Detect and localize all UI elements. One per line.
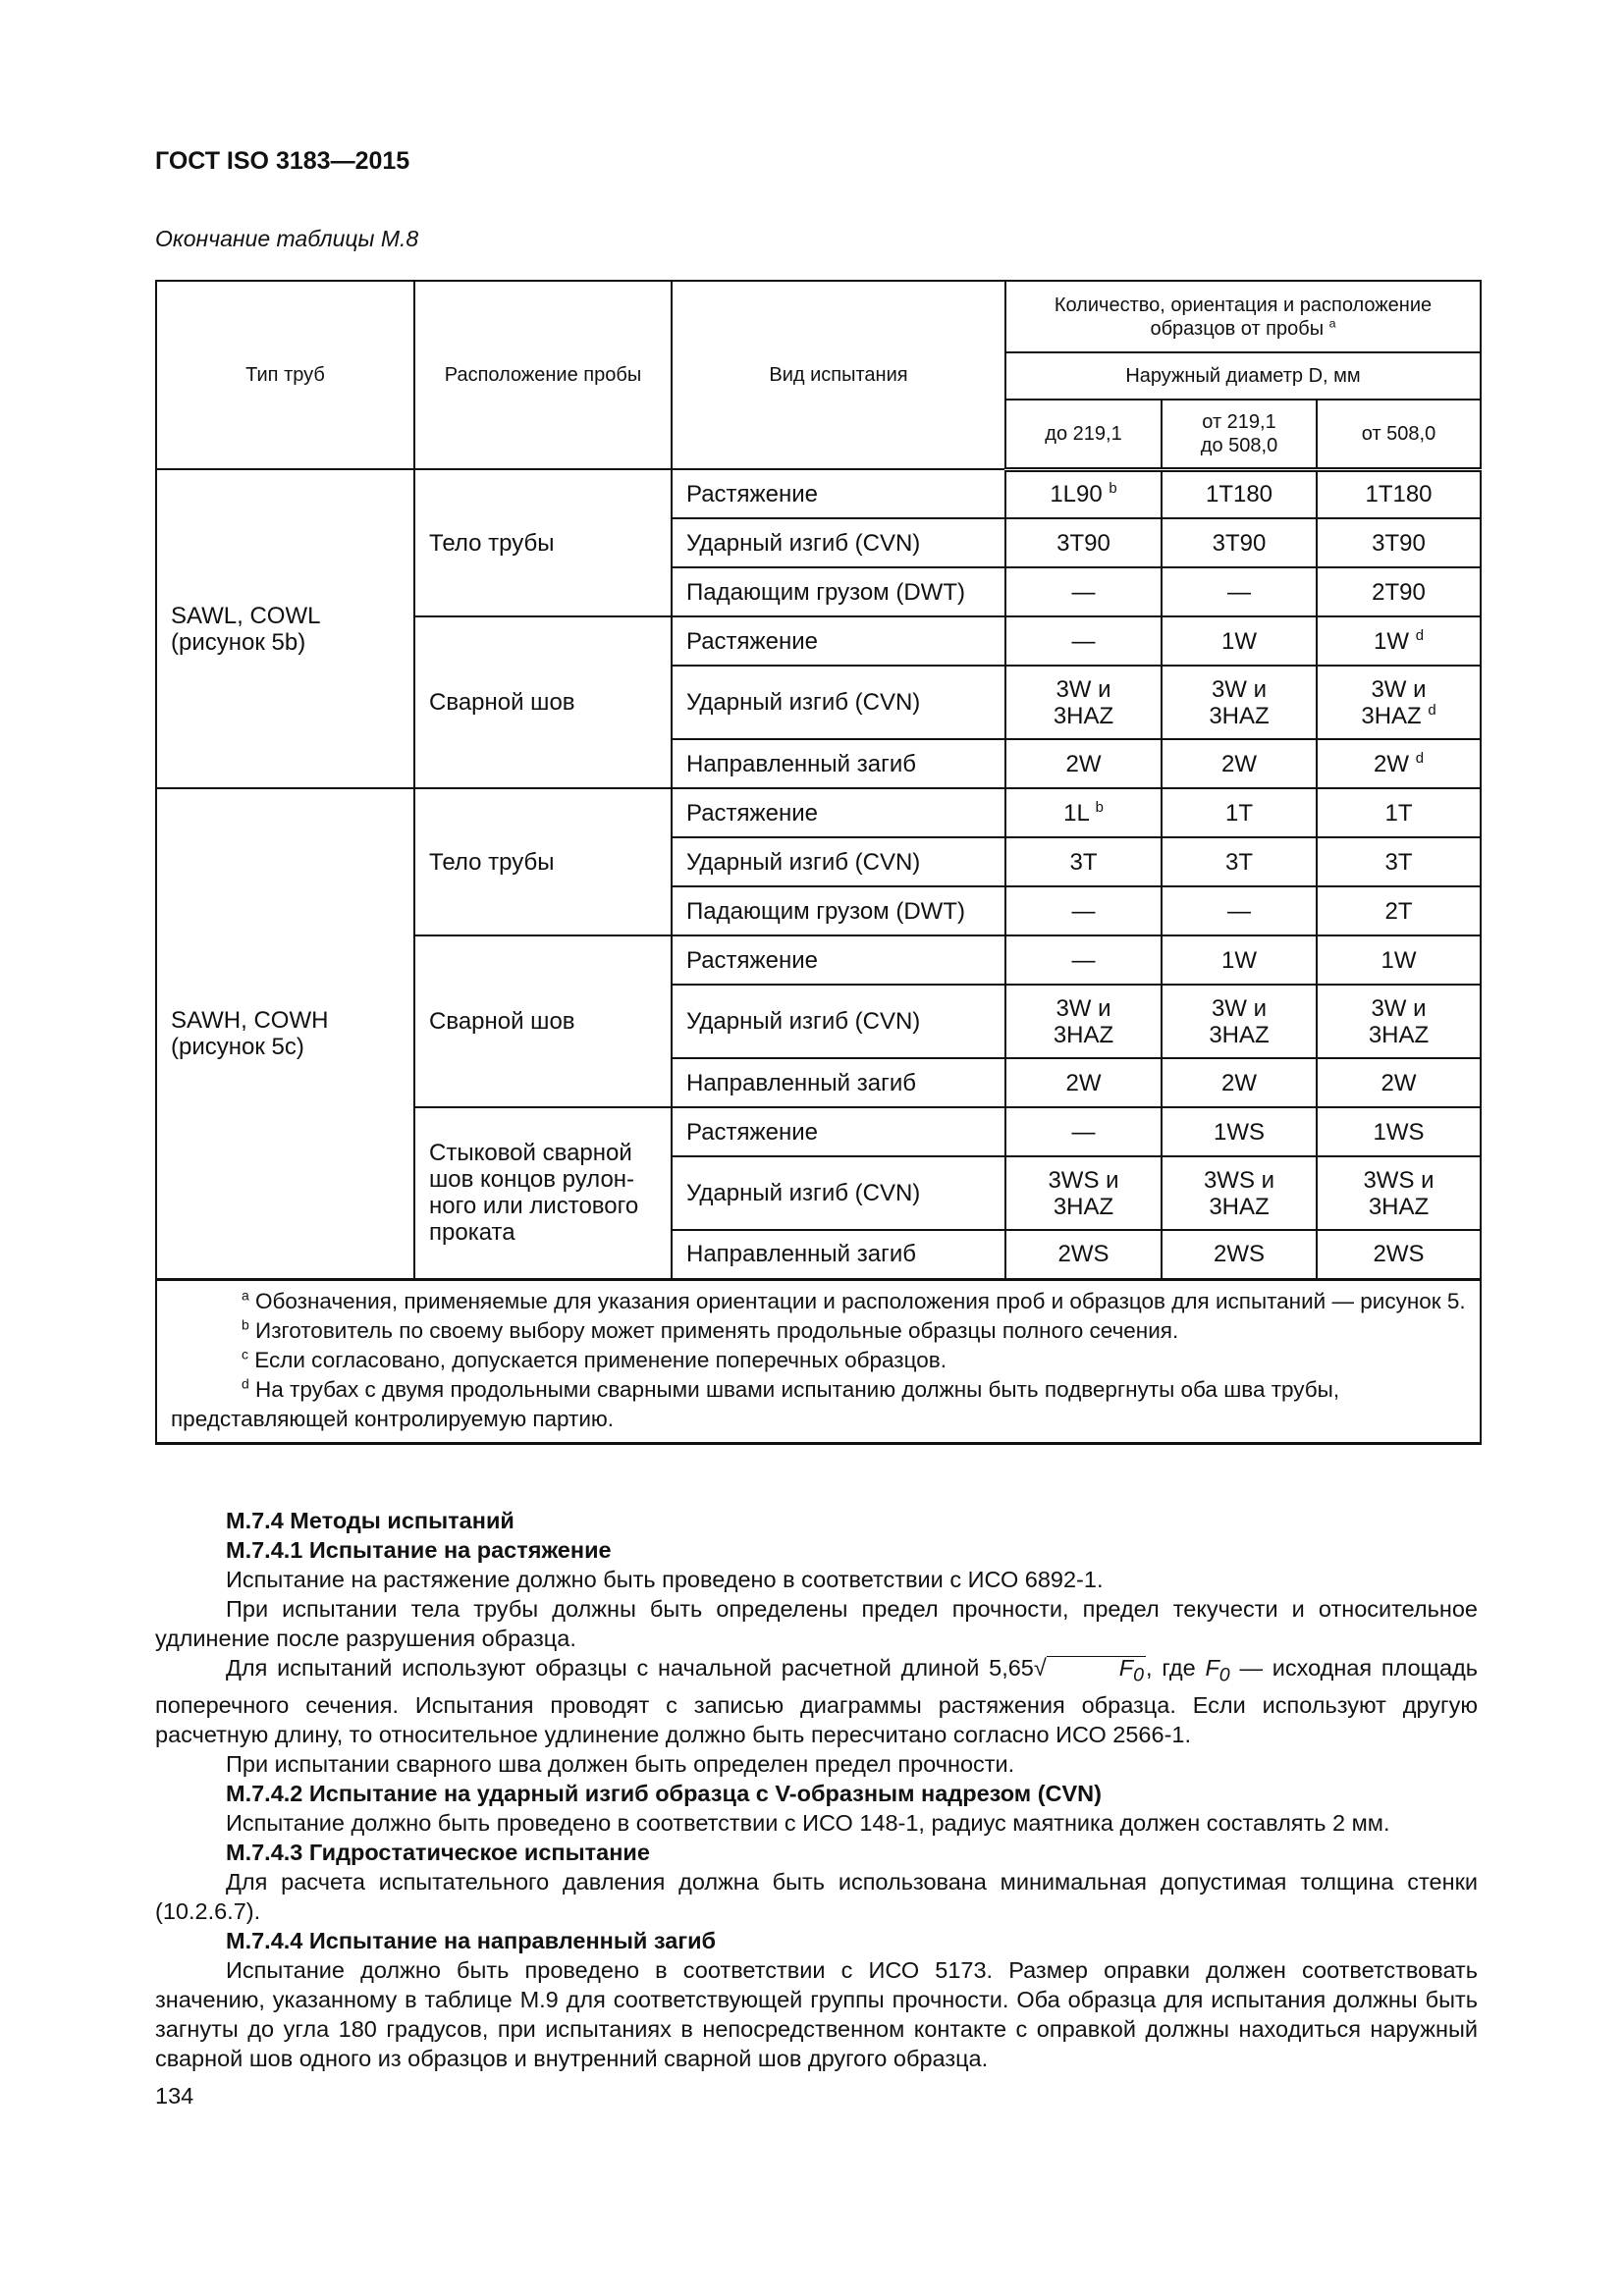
test-type-cell: Ударный изгиб (CVN) bbox=[672, 1156, 1005, 1230]
footnote-text: Если согласовано, допускается применение поперечных образцов. bbox=[254, 1347, 947, 1372]
specimen-value: 1WS bbox=[1213, 1118, 1265, 1146]
formula-radicand bbox=[1047, 1656, 1146, 1686]
specimen-value: 1T180 bbox=[1205, 481, 1273, 508]
specimen-cell bbox=[1317, 739, 1481, 788]
footnote-mark: a bbox=[1328, 316, 1336, 331]
specimen-cell bbox=[1317, 469, 1481, 518]
footnote-text: Обозначения, применяемые для указания ориентации и расположения проб и образцов для испытаний — рисунок 5. bbox=[255, 1288, 1466, 1313]
paragraph: Испытание должно быть проведено в соответствии с ИСО 5173. Размер оправки должен соответствовать значению, указанному в таблице М.9 для соответствующей группы прочности. Оба образца для испытания должны быть загнуты до угла 180 градусов, при испытаниях в непосредственном контакте с оправкой должны находиться наружный сварной шов одного из образцов и внутренний сварной шов другого образца. bbox=[155, 1956, 1478, 2071]
paragraph: Для расчета испытательного давления должна быть использована минимальная допустимая толщина стенки (10.2.6.7). bbox=[155, 1868, 1478, 1924]
specimen-cell bbox=[1317, 1107, 1481, 1156]
specimen-cell bbox=[1005, 886, 1162, 935]
specimen-cell bbox=[1317, 1156, 1481, 1230]
test-type-cell: Растяжение bbox=[672, 469, 1005, 518]
paragraph-text: Для испытаний используют образцы с начальной расчетной длиной bbox=[226, 1655, 980, 1681]
footnote-mark: a bbox=[242, 1287, 249, 1304]
location-cell: Тело трубы bbox=[414, 469, 672, 616]
specimen-value: 2W bbox=[1065, 1069, 1102, 1096]
pipe-type-cell: SAWL, COWL (рисунок 5b) bbox=[156, 469, 414, 788]
header-test-type: Вид испытания bbox=[672, 281, 1005, 469]
specimen-value: 3WS и 3HAZ bbox=[1048, 1166, 1119, 1220]
specimen-value: 1W bbox=[1221, 627, 1257, 655]
specimen-cell bbox=[1162, 1058, 1317, 1107]
specimen-value: 2T bbox=[1384, 897, 1413, 925]
specimen-cell bbox=[1317, 886, 1481, 935]
formula-subscript: 0 bbox=[1133, 1664, 1145, 1686]
test-type-cell: Ударный изгиб (CVN) bbox=[672, 518, 1005, 567]
specimen-cell bbox=[1162, 469, 1317, 518]
specimen-cell bbox=[1005, 1230, 1162, 1279]
specimen-cell bbox=[1162, 1107, 1317, 1156]
header-pipe-type: Тип труб bbox=[156, 281, 414, 469]
footnote-mark: b bbox=[242, 1316, 249, 1333]
test-type-cell: Падающим грузом (DWT) bbox=[672, 886, 1005, 935]
specimen-cell bbox=[1005, 666, 1162, 739]
section-heading: М.7.4 Методы испытаний bbox=[226, 1508, 514, 1533]
specimen-value: 3W и 3HAZ bbox=[1209, 675, 1270, 729]
specimen-value: — bbox=[1227, 897, 1251, 925]
specimen-value: 2W bbox=[1221, 1069, 1257, 1096]
specimen-value: 2W bbox=[1374, 750, 1410, 777]
table-row bbox=[156, 788, 1481, 837]
specimen-cell bbox=[1005, 837, 1162, 886]
table-caption: Окончание таблицы М.8 bbox=[155, 226, 419, 251]
specimen-table bbox=[155, 280, 1482, 1445]
header-range-2: от 219,1 до 508,0 bbox=[1162, 400, 1317, 469]
header-range-1: до 219,1 bbox=[1005, 400, 1162, 469]
test-type-cell: Направленный загиб bbox=[672, 1230, 1005, 1279]
specimen-cell bbox=[1162, 666, 1317, 739]
variable bbox=[1205, 1655, 1230, 1686]
specimen-cell bbox=[1005, 1107, 1162, 1156]
specimen-value: 1WS bbox=[1373, 1118, 1425, 1146]
specimen-cell bbox=[1005, 469, 1162, 518]
specimen-cell bbox=[1317, 788, 1481, 837]
specimen-cell bbox=[1005, 935, 1162, 985]
test-type-cell: Ударный изгиб (CVN) bbox=[672, 837, 1005, 886]
specimen-value: — bbox=[1071, 897, 1096, 925]
test-type-cell: Растяжение bbox=[672, 935, 1005, 985]
specimen-cell bbox=[1162, 935, 1317, 985]
footnotes bbox=[156, 1279, 1481, 1443]
specimen-cell bbox=[1317, 1230, 1481, 1279]
formula-coefficient: 5,65 bbox=[989, 1655, 1034, 1681]
footnote-text: Изготовитель по своему выбору может применять продольные образцы полного сечения. bbox=[255, 1317, 1179, 1343]
specimen-value: 3W и 3HAZ bbox=[1053, 675, 1114, 729]
specimen-value: 3T bbox=[1224, 848, 1253, 876]
footnote-mark: d bbox=[242, 1375, 249, 1392]
specimen-cell bbox=[1317, 518, 1481, 567]
specimen-cell bbox=[1317, 616, 1481, 666]
header-location: Расположение пробы bbox=[414, 281, 672, 469]
specimen-value: — bbox=[1227, 578, 1251, 606]
specimen-value: 3T90 bbox=[1212, 529, 1267, 557]
document-title: ГОСТ ISO 3183—2015 bbox=[155, 147, 410, 175]
specimen-cell bbox=[1162, 788, 1317, 837]
specimen-cell bbox=[1162, 837, 1317, 886]
test-type-cell: Растяжение bbox=[672, 788, 1005, 837]
specimen-cell bbox=[1005, 567, 1162, 616]
specimen-value: 1L bbox=[1063, 799, 1089, 827]
specimen-cell bbox=[1005, 1058, 1162, 1107]
test-type-cell: Падающим грузом (DWT) bbox=[672, 567, 1005, 616]
pipe-type-cell: SAWH, COWH (рисунок 5c) bbox=[156, 788, 414, 1279]
footnote bbox=[171, 1316, 1466, 1346]
specimen-value: — bbox=[1071, 1118, 1096, 1146]
specimen-cell bbox=[1162, 616, 1317, 666]
specimen-value: 2W bbox=[1221, 750, 1257, 777]
specimen-value: — bbox=[1071, 578, 1096, 606]
specimen-cell bbox=[1005, 1156, 1162, 1230]
specimen-cell bbox=[1005, 788, 1162, 837]
test-type-cell: Ударный изгиб (CVN) bbox=[672, 985, 1005, 1058]
specimen-value: 3T bbox=[1384, 848, 1413, 876]
location-cell: Сварной шов bbox=[414, 616, 672, 788]
specimen-value: 3W и 3HAZ bbox=[1361, 675, 1427, 729]
location-cell: Стыковой сварной шов концов рулон- ного или листового проката bbox=[414, 1107, 672, 1279]
table-row bbox=[156, 469, 1481, 518]
specimen-value: 2T90 bbox=[1372, 578, 1426, 606]
footnote bbox=[171, 1287, 1466, 1316]
specimen-value: 1W bbox=[1380, 946, 1417, 974]
specimen-value: 3W и 3HAZ bbox=[1368, 994, 1430, 1048]
specimen-cell bbox=[1317, 567, 1481, 616]
test-type-cell: Направленный загиб bbox=[672, 1058, 1005, 1107]
specimen-cell bbox=[1162, 1230, 1317, 1279]
specimen-cell bbox=[1162, 1156, 1317, 1230]
formula: 5,65√ $F_0$ bbox=[989, 1655, 1145, 1686]
specimen-cell bbox=[1162, 567, 1317, 616]
header-range-3: от 508,0 bbox=[1317, 400, 1481, 469]
formula-variable: F bbox=[1118, 1655, 1134, 1681]
specimen-value: 3T bbox=[1069, 848, 1098, 876]
paragraph-text: — исходная площадь поперечного сечения. Испытания проводят с записью диаграммы растяжения образца. Если используют другую расчетную длину, то относительное удлинение должно быть пересчитано согласно ИСО 2566-1. bbox=[155, 1655, 1479, 1747]
specimen-value: 2W bbox=[1065, 750, 1102, 777]
page-number: 134 bbox=[155, 2083, 194, 2109]
variable-name: F bbox=[1205, 1655, 1219, 1681]
specimen-cell bbox=[1317, 1058, 1481, 1107]
specimen-cell bbox=[1005, 616, 1162, 666]
footnote-mark: d bbox=[1415, 627, 1424, 644]
specimen-value: — bbox=[1071, 627, 1096, 655]
header-quantity-text: Количество, ориентация и расположение образцов от пробы bbox=[1054, 294, 1433, 340]
footnote-mark: d bbox=[1428, 702, 1436, 719]
test-type-cell: Растяжение bbox=[672, 1107, 1005, 1156]
specimen-value: 2WS bbox=[1057, 1241, 1110, 1268]
subsection-heading: М.7.4.2 Испытание на ударный изгиб образца с V-образным надрезом (CVN) bbox=[226, 1780, 1102, 1806]
test-type-cell: Ударный изгиб (CVN) bbox=[672, 666, 1005, 739]
specimen-cell bbox=[1162, 518, 1317, 567]
specimen-value: 1L90 bbox=[1050, 481, 1103, 508]
subsection-heading: М.7.4.1 Испытание на растяжение bbox=[226, 1537, 612, 1563]
specimen-value: 1T bbox=[1384, 799, 1413, 827]
specimen-cell bbox=[1005, 739, 1162, 788]
specimen-cell bbox=[1317, 985, 1481, 1058]
specimen-cell bbox=[1317, 837, 1481, 886]
paragraph: Испытание на растяжение должно быть проведено в соответствии с ИСО 6892-1. bbox=[226, 1567, 1104, 1592]
paragraph: При испытании сварного шва должен быть определен предел прочности. bbox=[226, 1750, 1015, 1777]
paragraph: При испытании тела трубы должны быть определены предел прочности, предел текучести и относительное удлинение после разрушения образца. bbox=[155, 1596, 1478, 1651]
specimen-value: 2WS bbox=[1373, 1241, 1425, 1268]
specimen-value: 3T90 bbox=[1372, 529, 1426, 557]
specimen-cell bbox=[1162, 985, 1317, 1058]
test-type-cell: Растяжение bbox=[672, 616, 1005, 666]
location-cell: Тело трубы bbox=[414, 788, 672, 935]
specimen-cell bbox=[1162, 886, 1317, 935]
subsection-heading: М.7.4.3 Гидростатическое испытание bbox=[226, 1839, 650, 1865]
specimen-cell bbox=[1317, 935, 1481, 985]
footnote-text: На трубах с двумя продольными сварными швами испытанию должны быть подвергнуты оба шва трубы, представляющей контролируемую партию. bbox=[171, 1376, 1340, 1431]
footnotes-row bbox=[156, 1279, 1481, 1443]
paragraph: Испытание должно быть проведено в соответствии с ИСО 148-1, радиус маятника должен составлять 2 мм. bbox=[226, 1809, 1390, 1836]
location-cell: Сварной шов bbox=[414, 935, 672, 1107]
section-text bbox=[155, 1506, 1478, 2073]
specimen-value: 2W bbox=[1380, 1069, 1417, 1096]
footnote-mark: d bbox=[1415, 750, 1424, 767]
specimen-value: 3T90 bbox=[1056, 529, 1110, 557]
specimen-value: 1T bbox=[1224, 799, 1253, 827]
specimen-value: 1W bbox=[1221, 946, 1257, 974]
footnote-mark: b bbox=[1109, 481, 1117, 498]
footnote bbox=[171, 1346, 1466, 1375]
specimen-cell bbox=[1162, 739, 1317, 788]
specimen-value: 3W и 3HAZ bbox=[1209, 994, 1270, 1048]
specimen-value: — bbox=[1071, 946, 1096, 974]
subsection-heading: М.7.4.4 Испытание на направленный загиб bbox=[226, 1927, 717, 1953]
header-quantity bbox=[1005, 281, 1481, 352]
paragraph-formula bbox=[155, 1653, 1478, 1749]
footnote-mark: b bbox=[1095, 799, 1104, 816]
footnote-mark: c bbox=[242, 1346, 248, 1362]
specimen-value: 3W и 3HAZ bbox=[1053, 994, 1114, 1048]
variable-subscript: 0 bbox=[1218, 1664, 1230, 1686]
specimen-value: 3WS и 3HAZ bbox=[1363, 1166, 1435, 1220]
specimen-value: 1T180 bbox=[1365, 481, 1433, 508]
specimen-cell bbox=[1317, 666, 1481, 739]
header-diameter: Наружный диаметр D, мм bbox=[1005, 352, 1481, 400]
specimen-value: 2WS bbox=[1213, 1241, 1265, 1268]
specimen-value: 1W bbox=[1374, 627, 1410, 655]
specimen-value: 3WS и 3HAZ bbox=[1203, 1166, 1275, 1220]
paragraph-text: , где bbox=[1146, 1655, 1196, 1681]
specimen-cell bbox=[1005, 985, 1162, 1058]
test-type-cell: Направленный загиб bbox=[672, 739, 1005, 788]
footnote bbox=[171, 1375, 1466, 1434]
specimen-cell bbox=[1005, 518, 1162, 567]
